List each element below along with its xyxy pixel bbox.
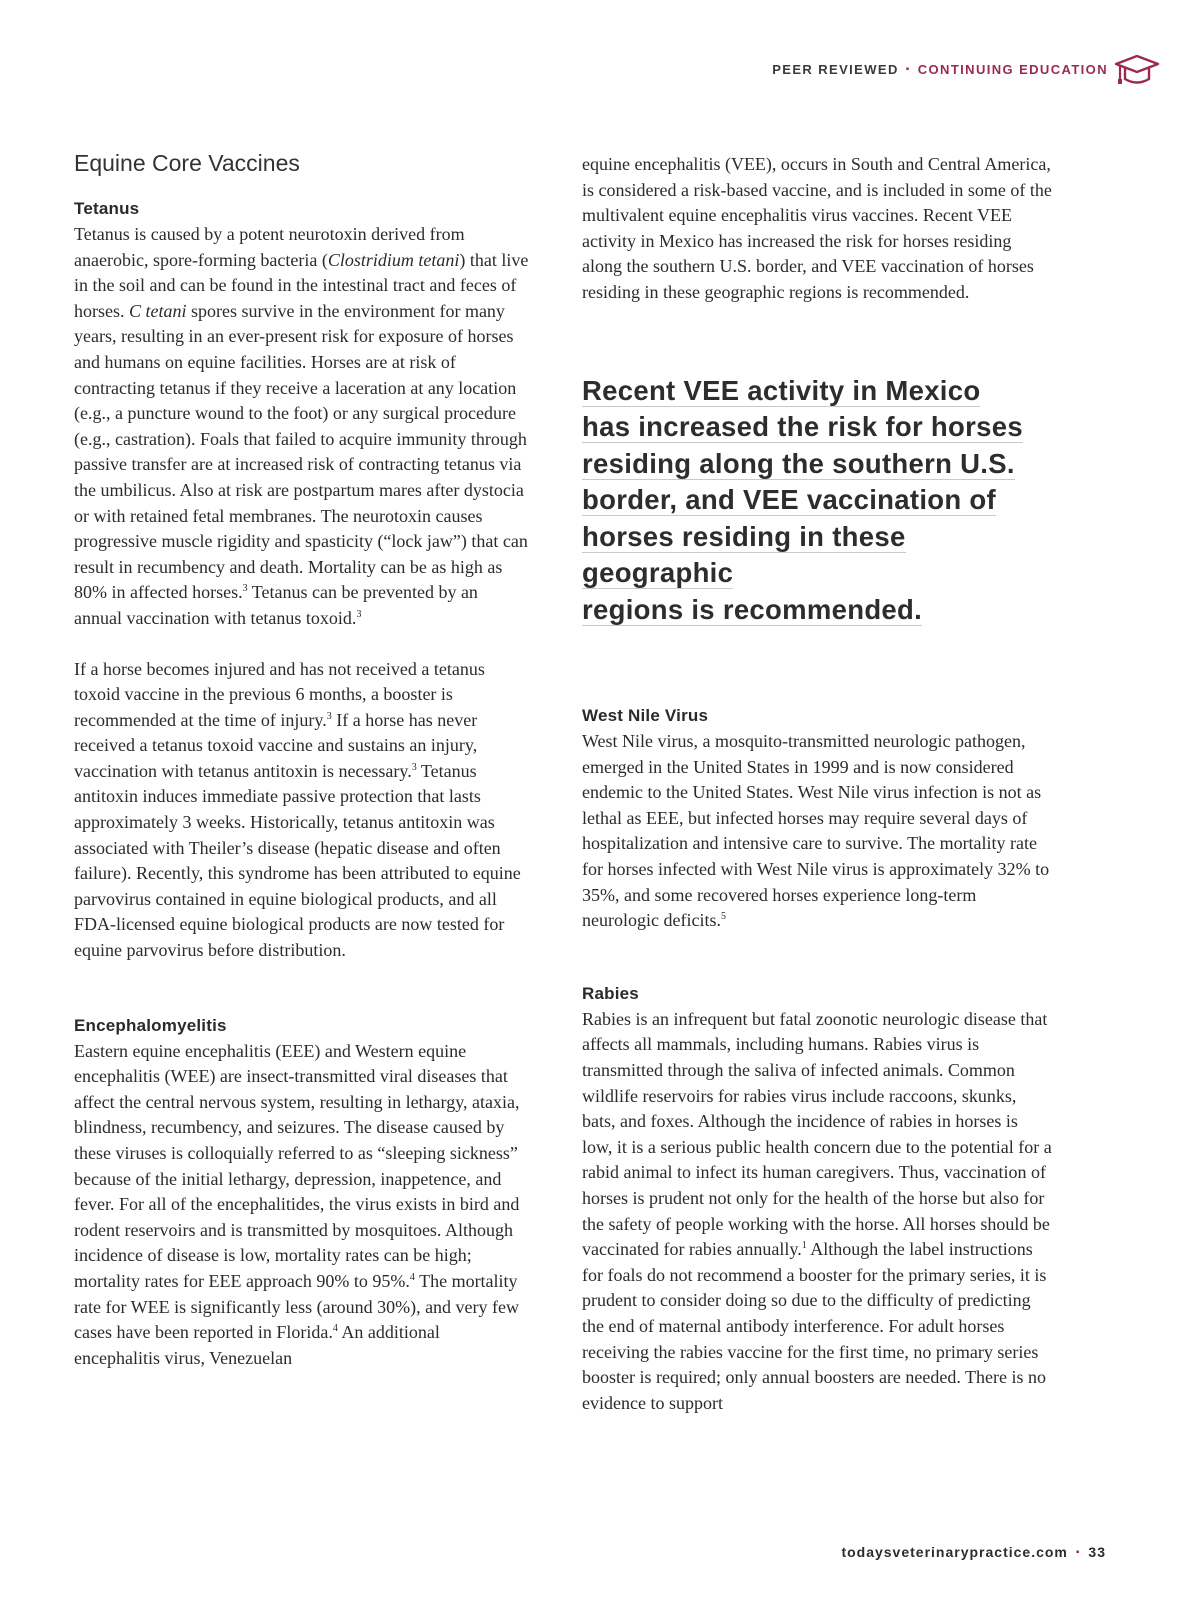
vee-continued-paragraph: equine encephalitis (VEE), occurs in South and Central America, is considered a risk-based vaccine, and is included in some of the multivalent equine encephalitis virus vaccines. Recent VEE activity in Mexico has increased the risk for horses residing along the southern U.S. border, and VEE vaccination of horses residing in these geographic regions is recommended. [582,154,1052,302]
continuing-education-label: CONTINUING EDUCATION [917,62,1108,77]
pull-quote-line: Recent VEE activity in Mexico [582,374,981,406]
rabies-heading: Rabies [582,983,639,1003]
pull-quote-line: horses residing in these geographic [582,520,906,589]
page-number: 33 [1088,1544,1106,1560]
section-title: Equine Core Vaccines [74,150,300,176]
pull-quote-line: residing along the southern U.S. [582,447,1015,479]
graduation-cap-icon [1114,52,1160,88]
website-url: todaysveterinarypractice.com [841,1544,1068,1560]
encephalomyelitis-paragraph: Eastern equine encephalitis (EEE) and Western equine encephalitis (WEE) are insect-transmitted viral diseases that affect the central nervous system, resulting in lethargy, ataxia, blindness, recumbency, and seizures. The disease caused by these viruses is colloquially referred to as “sleeping sickness” because of the initial lethargy, depression, inappetence, and fever. For all of the encephalitides, the virus exists in bird and rodent reservoirs and is transmitted by mosquitoes. Although incidence of disease is low, mortality rates can be high; mortality rates for EEE approach 90% to 95%.$^4$ The mortality rate for WEE is significantly less (around 30%), and very few cases have been reported in Florida.$^4$ An additional encephalitis virus, Venezuelan [74,1040,520,1368]
header-separator: ▪ [905,64,911,75]
pull-quote-line: border, and VEE vaccination of [582,484,996,516]
page-footer [841,1544,1106,1560]
reference-marker: 4 [332,1323,338,1335]
footer-separator: ▪ [1075,1546,1081,1558]
right-column [582,152,1052,1416]
rabies-paragraph: Rabies is an infrequent but fatal zoonotic neurologic disease that affects all mammals, including humans. Rabies virus is transmitted through the saliva of infected animals. Common wildlife reservoirs for rabies virus include raccoons, skunks, bats, and foxes. Although the incidence of rabies in horses is low, it is a serious public health concern due to the potential for a rabid animal to infect its human caregivers. Thus, vaccination of horses is prudent not only for the health of the horse but also for the safety of people working with the horse. All horses should be vaccinated for rabies annually.$^1$ Although the label instructions for foals do not recommend a booster for the primary series, it is prudent to consider doing so due to the difficulty of predicting the end of maternal antibody interference. For adult horses receiving the rabies vaccine for the first time, no primary series booster is required; only annual boosters are needed. There is no evidence to support [582,1008,1052,1413]
reference-marker: 1 [801,1240,807,1252]
reference-marker: 4 [409,1271,415,1283]
running-header [772,62,1108,77]
reference-marker: 3 [242,583,248,595]
reference-marker: 3 [411,761,417,773]
west-nile-heading: West Nile Virus [582,706,709,726]
west-nile-paragraph: West Nile virus, a mosquito-transmitted neurologic pathogen, emerged in the United States in 1999 and is now considered endemic to the United States. West Nile virus infection is not as lethal as EEE, but infected horses may require several days of hospitalization and intensive care to survive. The mortality rate for horses infected with West Nile virus is approximately 32% to 35%, and some recovered horses experience long-term neurologic deficits.$^5$ [582,731,1050,931]
pull-quote-line: regions is recommended. [582,593,923,625]
left-column [74,150,529,1371]
reference-marker: 5 [720,911,726,923]
reference-marker: 3 [356,608,362,620]
tetanus-heading: Tetanus [74,199,140,218]
pull-quote-line: has increased the risk for horses [582,411,1023,443]
peer-reviewed-label: PEER REVIEWED [772,62,899,77]
tetanus-paragraph-2: If a horse becomes injured and has not received a tetanus toxoid vaccine in the previous 6 months, a booster is recommended at the time of injury.$^3$ If a horse has never received a tetanus toxoid vaccine and sustains an injury, vaccination with tetanus antitoxin is necessary.$^3$ Tetanus antitoxin induces immediate passive protection that lasts approximately 3 weeks. Historically, tetanus antitoxin was associated with Theiler’s disease (hepatic disease and often failure). Recently, this syndrome has been attributed to equine parvovirus contained in equine biological products, and all FDA-licensed equine biological products are now tested for equine parvovirus before distribution. [74,658,521,961]
encephalomyelitis-heading: Encephalomyelitis [74,1015,227,1035]
pull-quote [582,373,1052,629]
tetanus-paragraph-1: Tetanus is caused by a potent neurotoxin derived from anaerobic, spore-forming bacteria (Clostridium tetani) that live in the soil and can be found in the intestinal tract and feces of horses. C tetani spores survive in the environment for many years, resulting in an ever-present risk for exposure of horses and humans on equine facilities. Horses are at risk of contracting tetanus if they receive a laceration at any location (e.g., a puncture wound to the foot) or any surgical procedure (e.g., castration). Foals that failed to acquire immunity through passive transfer are at increased risk of contracting tetanus via the umbilicus. Also at risk are postpartum mares after dystocia or with retained fetal membranes. The neurotoxin causes progressive muscle rigidity and spasticity (“lock jaw”) that can result in recumbency and death. Mortality can be as high as 80% in affected horses.$^3$ Tetanus can be prevented by an annual vaccination with tetanus toxoid.$^3$ [74,224,529,628]
reference-marker: 3 [326,710,332,722]
